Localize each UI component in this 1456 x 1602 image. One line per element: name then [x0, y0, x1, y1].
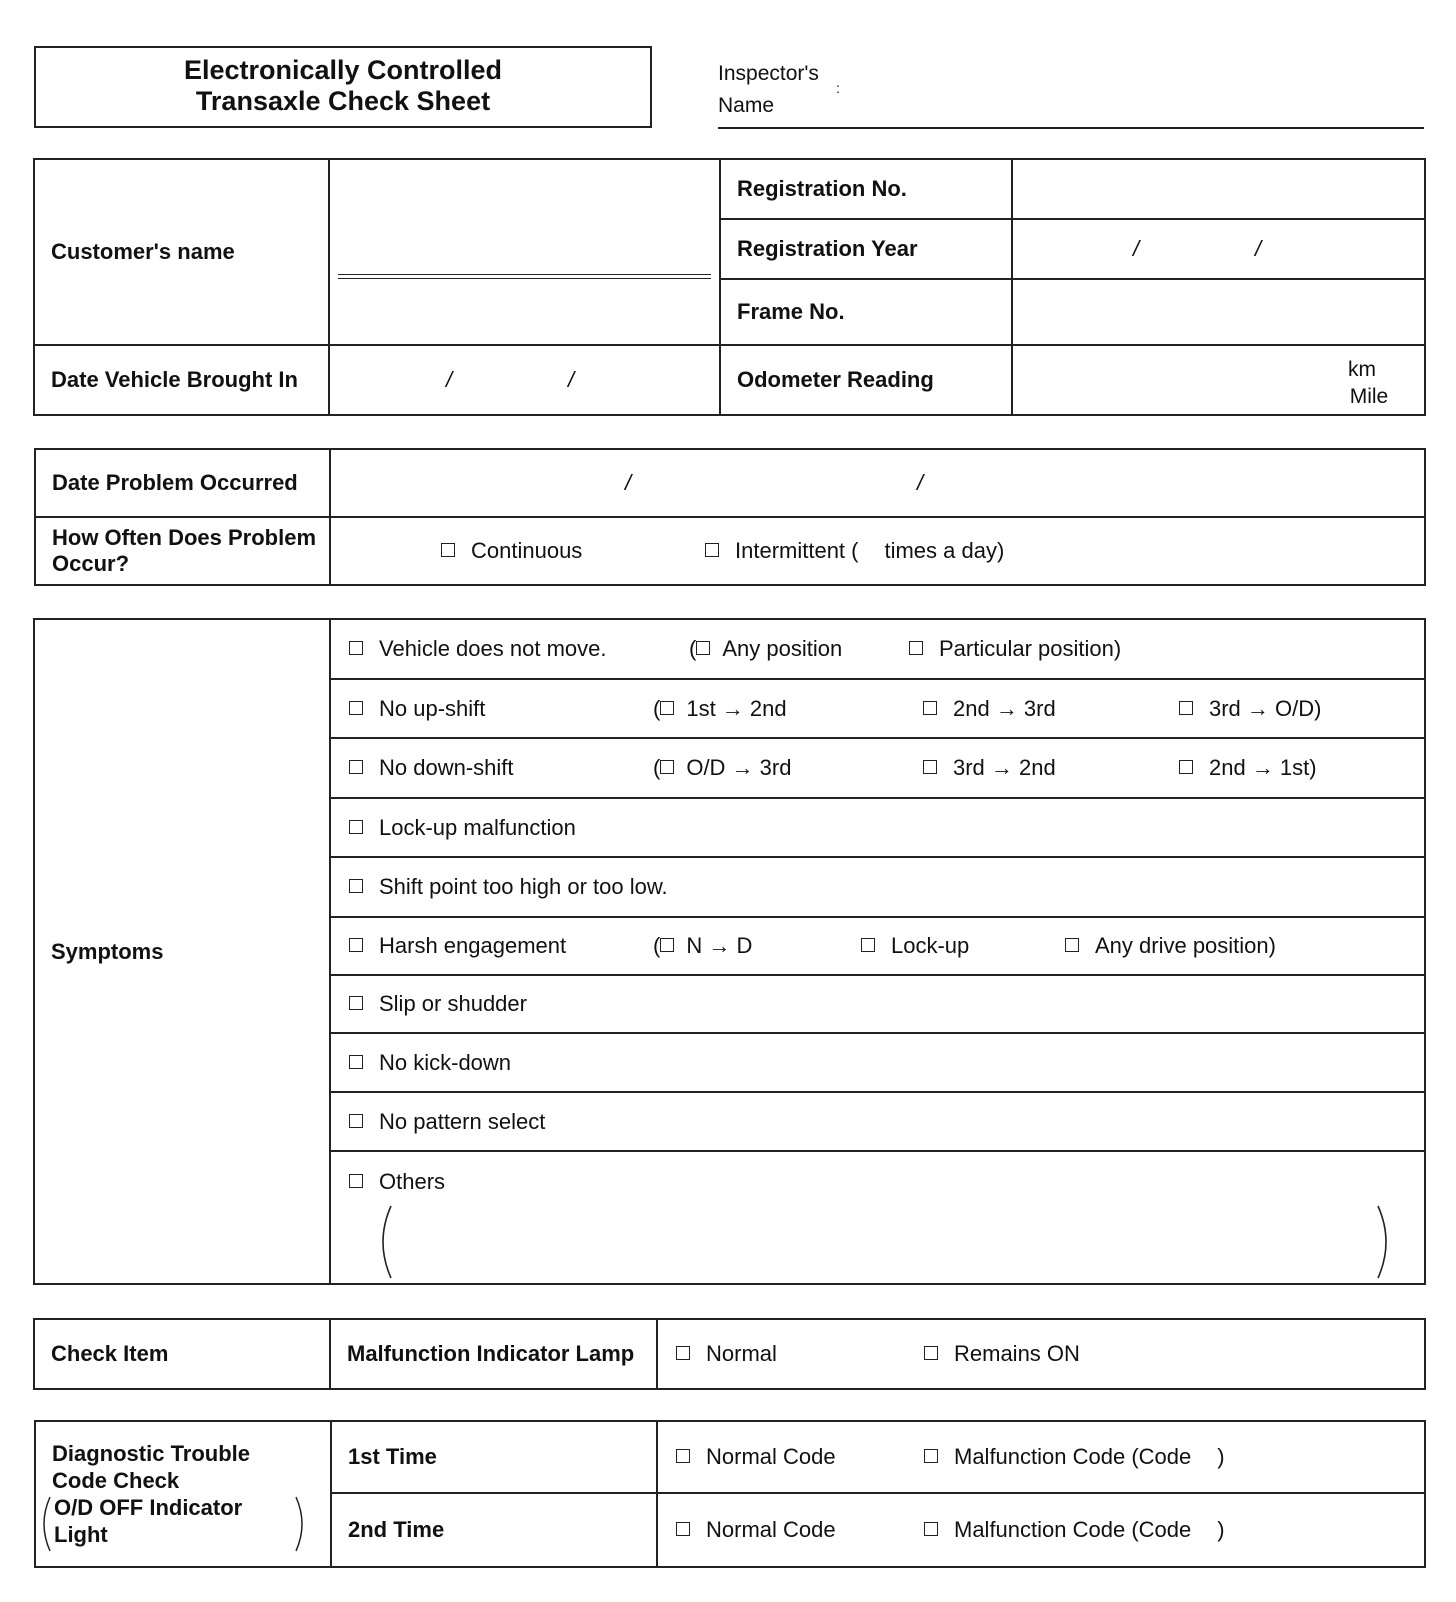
dtc-table: [34, 1420, 1426, 1568]
sheet-title: [34, 46, 652, 128]
od-off-group: [52, 1494, 330, 1548]
checkbox[interactable]: [349, 820, 363, 834]
second-time-options: [657, 1493, 1425, 1567]
dtc-label-line-2: Code Check: [52, 1468, 180, 1493]
customer-name-field[interactable]: [329, 159, 720, 345]
double-rule: [338, 274, 711, 279]
symptom-label: No pattern select: [379, 1108, 546, 1134]
date-brought-in-field[interactable]: [329, 345, 720, 415]
times-a-day-label: times a day): [884, 538, 1005, 563]
checkbox[interactable]: [349, 701, 363, 715]
left-paren-svg: [40, 1496, 52, 1552]
symptom-label: Slip or shudder: [379, 991, 527, 1016]
checkbox[interactable]: [909, 641, 923, 655]
symptom-option[interactable]: [349, 636, 606, 662]
checkbox[interactable]: [349, 1055, 363, 1069]
inspector-colon: :: [836, 80, 840, 96]
right-paren: [296, 1497, 302, 1551]
symptom-option[interactable]: [349, 1169, 445, 1195]
dtc-label-line-3: O/D OFF Indicator: [54, 1495, 243, 1520]
right-bracket: [1378, 1206, 1386, 1278]
normal-option[interactable]: [676, 1341, 777, 1367]
normal-code-label: Normal Code: [706, 1517, 836, 1542]
checkbox[interactable]: [349, 1174, 363, 1188]
title-line-2: Transaxle Check Sheet: [195, 86, 491, 116]
symptom-option[interactable]: [349, 991, 527, 1017]
checkbox[interactable]: [660, 938, 674, 952]
left-bracket: [383, 1206, 391, 1278]
date-slash: /: [446, 367, 453, 392]
symptom-row: [330, 917, 1425, 975]
frame-no-label: Frame No.: [720, 279, 1012, 345]
right-paren-svg: [294, 1496, 306, 1552]
malfunction-code-label: Malfunction Code (Code: [954, 1444, 1192, 1469]
remains-on-label: Remains ON: [954, 1341, 1080, 1366]
checkbox[interactable]: [676, 1522, 690, 1536]
second-time-label: 2nd Time: [331, 1493, 657, 1567]
option-label: 1st → 2nd: [686, 695, 787, 721]
symptom-label: No up-shift: [379, 695, 486, 721]
checkbox[interactable]: [924, 1346, 938, 1360]
checkbox[interactable]: [676, 1449, 690, 1463]
intermittent-label: Intermittent (: [735, 538, 859, 563]
checkbox[interactable]: [705, 543, 719, 557]
remains-on-option[interactable]: [924, 1341, 1080, 1367]
symptom-row-others: [330, 1151, 1425, 1284]
check-item-table: [33, 1318, 1426, 1390]
inspector-label-line-1: Inspector's: [718, 62, 819, 85]
unit-km: km: [1348, 358, 1376, 381]
open-paren: (: [689, 636, 697, 661]
registration-year-label: Registration Year: [720, 219, 1012, 279]
sub-option[interactable]: [653, 696, 787, 722]
customer-name-label: Customer's name: [34, 159, 329, 345]
option-label: Particular position): [939, 636, 1122, 661]
date-problem-field[interactable]: [330, 449, 1425, 517]
option-label: 3rd → O/D): [1209, 695, 1322, 721]
symptom-row: [330, 857, 1425, 917]
left-paren: [44, 1497, 50, 1551]
sub-option[interactable]: [1065, 933, 1276, 959]
option-label: 3rd → 2nd: [953, 755, 1056, 780]
date-slash: /: [917, 470, 924, 495]
continuous-label: Continuous: [471, 538, 583, 563]
mil-label: Malfunction Indicator Lamp: [330, 1319, 657, 1389]
checkbox[interactable]: [1179, 760, 1193, 774]
symptom-row: [330, 738, 1425, 798]
problem-table: [34, 448, 1426, 586]
checkbox[interactable]: [924, 1449, 938, 1463]
symptoms-label: Symptoms: [34, 619, 330, 1284]
others-details-field[interactable]: [371, 1204, 1398, 1280]
option-label: N → D: [686, 933, 753, 958]
sub-option[interactable]: [923, 755, 1056, 781]
sub-option[interactable]: [653, 755, 791, 781]
symptom-row: [330, 1033, 1425, 1092]
symptom-row: [330, 975, 1425, 1033]
symptom-row: [330, 619, 1425, 679]
checkbox[interactable]: [349, 760, 363, 774]
checkbox[interactable]: [1065, 938, 1079, 952]
symptom-row: [330, 679, 1425, 738]
how-often-label: How Often Does Problem Occur?: [35, 517, 330, 585]
right-bracket-svg: [1374, 1204, 1398, 1280]
intermittent-option[interactable]: [705, 538, 1004, 564]
symptom-label: Shift point too high or too low.: [379, 874, 668, 899]
inspector-label: [718, 58, 819, 122]
unit-mile: Mile: [1349, 385, 1389, 408]
checkbox[interactable]: [924, 1522, 938, 1536]
symptom-option[interactable]: [349, 933, 566, 959]
sub-option[interactable]: [689, 636, 842, 662]
option-label: Any drive position): [1095, 933, 1276, 958]
checkbox[interactable]: [349, 938, 363, 952]
malfunction-code-label: Malfunction Code (Code: [954, 1517, 1192, 1542]
option-label: Any position: [722, 636, 843, 661]
date-slash: /: [568, 367, 575, 392]
symptom-label: Lock-up malfunction: [379, 814, 576, 840]
checkbox[interactable]: [1179, 701, 1193, 715]
odometer-field[interactable]: [1012, 345, 1425, 415]
first-time-options: [657, 1421, 1425, 1493]
continuous-option[interactable]: [441, 538, 582, 564]
symptom-option[interactable]: [349, 1109, 545, 1135]
option-label: O/D → 3rd: [686, 755, 792, 780]
sub-option[interactable]: [909, 636, 1121, 662]
open-paren: (: [653, 933, 661, 958]
registration-year-field[interactable]: [1012, 219, 1425, 279]
frame-no-field[interactable]: [1012, 279, 1425, 345]
dtc-label-line-4: Light: [54, 1522, 108, 1547]
symptom-label: No down-shift: [379, 755, 514, 780]
malfunction-code-option[interactable]: [924, 1517, 1225, 1543]
date-slash: /: [625, 470, 632, 495]
checkbox[interactable]: [861, 938, 875, 952]
malfunction-code-option[interactable]: [924, 1444, 1225, 1470]
symptom-option[interactable]: [349, 874, 668, 900]
symptom-option[interactable]: [349, 1050, 511, 1076]
odometer-label: Odometer Reading: [720, 345, 1012, 415]
checkbox[interactable]: [923, 701, 937, 715]
option-label: Lock-up: [891, 933, 970, 958]
date-brought-in-label: Date Vehicle Brought In: [34, 345, 329, 415]
registration-no-label: Registration No.: [720, 159, 1012, 219]
dtc-label-line-1: Diagnostic Trouble: [52, 1441, 251, 1466]
checkbox[interactable]: [676, 1346, 690, 1360]
checkbox[interactable]: [349, 641, 363, 655]
how-often-options: [330, 517, 1425, 585]
checkbox[interactable]: [660, 701, 674, 715]
open-paren: (: [653, 755, 661, 780]
registration-no-field[interactable]: [1012, 159, 1425, 219]
sub-option[interactable]: [1179, 755, 1317, 781]
symptom-label: No kick-down: [379, 1049, 512, 1075]
symptom-option[interactable]: [349, 815, 576, 841]
symptom-label: Others: [379, 1169, 446, 1194]
checkbox[interactable]: [349, 996, 363, 1010]
check-item-label: Check Item: [34, 1319, 330, 1389]
mil-options: [657, 1319, 1425, 1389]
sub-option[interactable]: [653, 933, 752, 959]
sub-option[interactable]: [861, 933, 969, 959]
inspector-label-line-2: Name: [718, 94, 775, 117]
sub-option[interactable]: [923, 696, 1056, 722]
option-label: 2nd → 1st): [1209, 755, 1317, 780]
first-time-label: 1st Time: [331, 1421, 657, 1493]
sub-option[interactable]: [1179, 696, 1321, 722]
normal-code-option[interactable]: [676, 1517, 836, 1543]
normal-label: Normal: [706, 1341, 777, 1366]
normal-code-label: Normal Code: [706, 1444, 836, 1469]
checkbox[interactable]: [696, 641, 710, 655]
date-slash: /: [1255, 236, 1262, 261]
open-paren: (: [653, 695, 661, 721]
symptom-row: [330, 1092, 1425, 1151]
date-slash: /: [1133, 236, 1140, 261]
option-label: 2nd → 3rd: [953, 695, 1056, 721]
inspector-name-field[interactable]: [718, 127, 1424, 129]
checkbox[interactable]: [441, 543, 455, 557]
checkbox[interactable]: [349, 1114, 363, 1128]
symptom-row: [330, 798, 1425, 857]
odometer-units: [1348, 356, 1389, 410]
checkbox[interactable]: [923, 760, 937, 774]
checkbox[interactable]: [660, 760, 674, 774]
symptoms-table: [33, 618, 1426, 1285]
symptom-label: Vehicle does not move.: [379, 636, 607, 661]
normal-code-option[interactable]: [676, 1444, 836, 1470]
checkbox[interactable]: [349, 879, 363, 893]
bracket-marks: [371, 1204, 1398, 1280]
title-line-1: Electronically Controlled: [183, 55, 503, 85]
date-problem-label: Date Problem Occurred: [35, 449, 330, 517]
dtc-label: [35, 1421, 331, 1567]
symptom-option[interactable]: [349, 696, 485, 722]
symptom-option[interactable]: [349, 755, 514, 781]
close-paren: ): [1217, 1444, 1225, 1469]
symptom-label: Harsh engagement: [379, 933, 567, 958]
vehicle-info-table: [33, 158, 1426, 416]
close-paren: ): [1217, 1517, 1225, 1542]
